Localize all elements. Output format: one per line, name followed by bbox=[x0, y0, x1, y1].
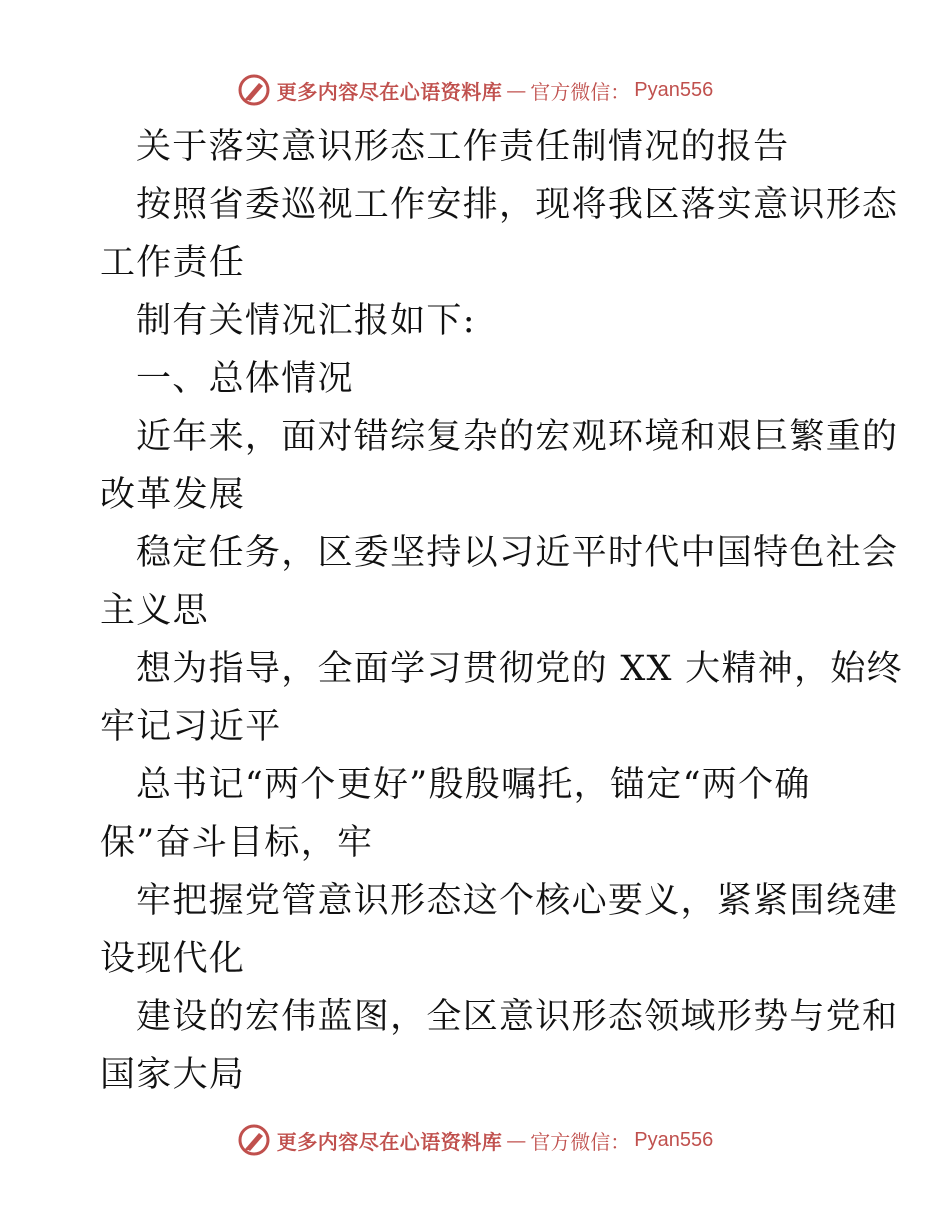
banner-wechat-id: Pyan556 bbox=[634, 1128, 714, 1151]
section-heading: 一、总体情况 bbox=[136, 359, 354, 399]
banner-separator: — bbox=[506, 1128, 527, 1152]
document-line: 保”奋斗目标，牢 bbox=[100, 823, 374, 863]
document-line: 想为指导，全面学习贯彻党的 XX 大精神，始终 bbox=[136, 649, 903, 689]
document-line: 国家大局 bbox=[100, 1055, 246, 1095]
banner-wechat-id: Pyan556 bbox=[634, 78, 714, 101]
document-line: 牢记习近平 bbox=[100, 707, 282, 747]
footer-banner bbox=[0, 1120, 950, 1160]
document-line: 总书记“两个更好”殷殷嘱托，锚定“两个确 bbox=[136, 765, 811, 805]
document-line: 牢把握党管意识形态这个核心要义，紧紧围绕建 bbox=[136, 881, 899, 921]
pen-logo-icon bbox=[237, 1123, 271, 1157]
document-line: 制有关情况汇报如下: bbox=[136, 301, 476, 341]
document-line: 工作责任 bbox=[100, 243, 246, 283]
document-line: 建设的宏伟蓝图，全区意识形态领域形势与党和 bbox=[136, 997, 899, 1037]
document-line: 近年来，面对错综复杂的宏观环境和艰巨繁重的 bbox=[136, 417, 899, 457]
banner-site-text: 更多内容尽在心语资料库 bbox=[276, 1129, 503, 1154]
banner-separator: — bbox=[506, 78, 527, 102]
document-line: 主义思 bbox=[100, 591, 209, 631]
banner-wechat-label: 官方微信： bbox=[530, 1129, 631, 1154]
document-line: 改革发展 bbox=[100, 475, 246, 515]
document-body bbox=[100, 118, 903, 1104]
header-banner bbox=[0, 70, 950, 110]
document-line: 设现代化 bbox=[100, 939, 246, 979]
banner-site-text: 更多内容尽在心语资料库 bbox=[276, 79, 503, 104]
document-line: 稳定任务，区委坚持以习近平时代中国特色社会 bbox=[136, 533, 899, 573]
pen-logo-icon bbox=[237, 73, 271, 107]
document-title: 关于落实意识形态工作责任制情况的报告 bbox=[136, 127, 790, 167]
document-line: 按照省委巡视工作安排，现将我区落实意识形态 bbox=[136, 185, 899, 225]
banner-wechat-label: 官方微信： bbox=[530, 79, 631, 104]
